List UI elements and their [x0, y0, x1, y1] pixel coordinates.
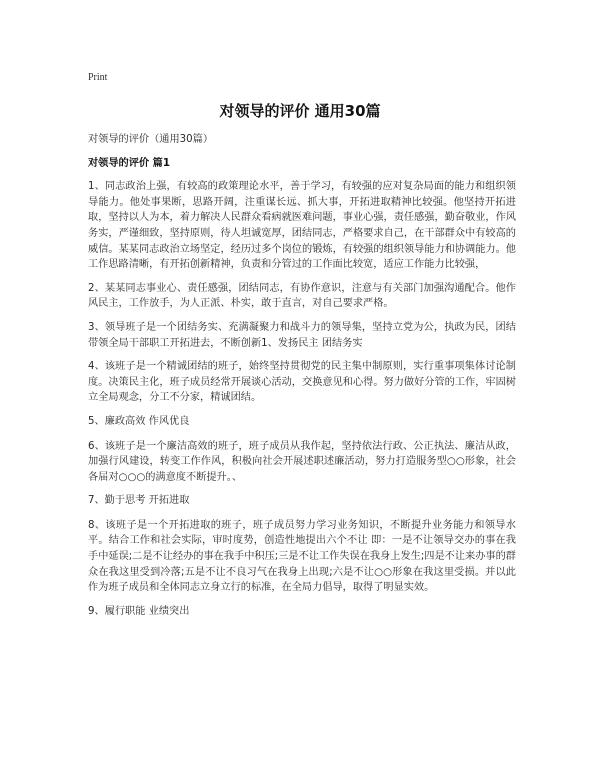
paragraph-7: 7、勤于思考 开拓进取 — [88, 495, 190, 507]
section-heading: 对领导的评价 篇1 — [88, 157, 170, 169]
paragraph-8: 8、该班子是一个开拓进取的班子，班子成员努力学习业务知识，不断提升业务能力和领导水平。结合工作和社会实际，审时度势，创造性地提出六个不让 即：一是不让领导交办的事在我手中延误;二是不让经办的事在我手中积压;三是不让工作失误在我身上发生;四是不让来办事的群众在我这里受到冷落;五是不让不良习气在我身上出现;六是不让○○形象在我这里受损。并以此作为班子成员和全体同志立身立行的标准，在全局力倡导，取得了明显实效。 — [88, 519, 516, 594]
print-label: Print — [88, 72, 108, 83]
document-title: 对领导的评价 通用30篇 — [219, 102, 381, 120]
paragraph-4: 4、该班子是一个精诚团结的班子，始终坚持贯彻党的民主集中制原则，实行重事项集体讨论制度。决策民主化，班子成员经常开展谈心活动，交换意见和心得。努力做好分管的工作，牢固树立全局观念，分工不分家，精诚团结。 — [88, 361, 516, 404]
paragraph-1: 1、同志政治上强，有较高的政策理论水平，善于学习，有较强的应对复杂局面的能力和组织领导能力。他处事果断，思路开阔，注重谋长远、抓大事，开拓进取精神比较强。他坚持开拓进取，坚持以人为本，着力解决人民群众看病就医难问题，事业心强，责任感强，勤奋敬业，作风务实，严谨细致，坚持原则，待人坦诚宽厚，团结同志，严格要求自己，在干部群众中有较高的威信。某某同志政治立场坚定，经历过多个岗位的锻炼，有较强的组织领导能力和协调能力。他工作思路清晰，有开拓创新精神，负责和分管过的工作面比较宽，适应工作能力比较强， — [88, 181, 516, 271]
document-body — [88, 132, 516, 628]
paragraph-9: 9、履行职能 业绩突出 — [88, 605, 190, 617]
document-subtitle: 对领导的评价（通用30篇） — [88, 134, 214, 145]
paragraph-6: 6、该班子是一个廉洁高效的班子，班子成员从我作起，坚持依法行政、公正执法、廉洁从政，加强行风建设，转变工作作风，积极向社会开展述职述廉活动，努力打造服务型○○形象，社会各届对○○○的满意度不断提升。、 — [88, 440, 516, 483]
paragraph-2: 2、某某同志事业心、责任感强，团结同志，有协作意识，注意与有关部门加强沟通配合。他作风民主，工作放手，为人正派、朴实，敢于直言，对自己要求严格。 — [88, 282, 516, 310]
paragraph-3: 3、领导班子是一个团结务实、充满凝聚力和战斗力的领导集，坚持立党为公，执政为民，团结带领全局干部职工开拓进去，不断创新1、发扬民主 团结务实 — [88, 321, 516, 349]
paragraph-5: 5、廉政高效 作风优良 — [88, 415, 190, 427]
